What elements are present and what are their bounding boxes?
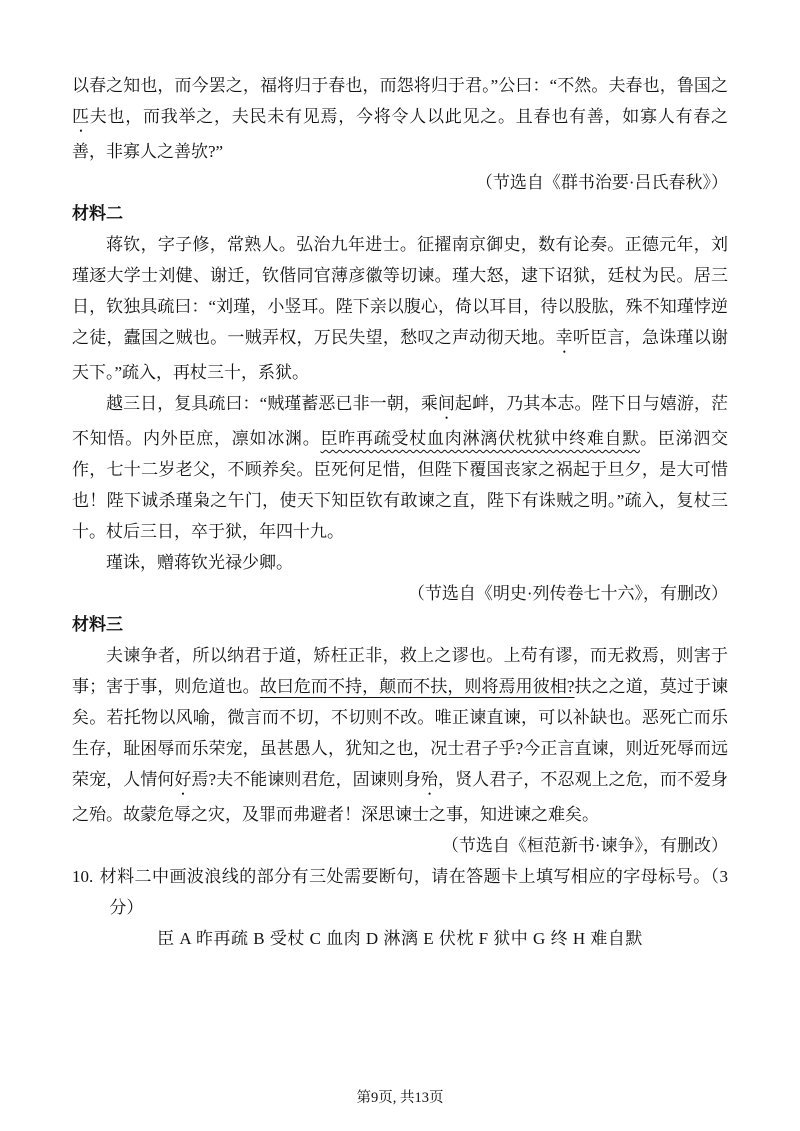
paragraph-material1-continuation [72, 70, 728, 167]
question-10 [72, 861, 728, 923]
emphasized-text: 间 [437, 394, 455, 413]
text-run: ，贤人君子，不忍观上之危，而不爱身之殆。故蒙危辱之灾，及罪而弗避者！深思谏士之事，知进谏之难矣。 [72, 770, 729, 824]
source-citation-1: （节选自《群书治要·吕氏春秋》） [475, 173, 728, 192]
emphasized-text: 幸 [555, 328, 573, 347]
paragraph-material2-1 [72, 229, 728, 388]
question-10-sentence: 臣 A 昨再疏 B 受杖 C 血肉 D 淋漓 E 伏枕 F 狱中 G 终 H 难自默 [157, 929, 643, 948]
text-run: 以春之知也，而今罢之，福将归于春也，而怨将归于君。”公曰：“不然。夫春也，鲁国之 [72, 76, 728, 95]
emphasized-text: 殆 [420, 770, 438, 789]
emphasized-text: 臣昨再疏受杖血肉淋漓伏枕狱中终难自默 [320, 429, 640, 448]
emphasized-text: 匹 [72, 107, 90, 126]
paragraph-material3 [72, 640, 728, 830]
paragraph-material2-2 [72, 388, 728, 547]
text-run: 夫也，而我举之，夫民未有见焉，今将令人以此见之。且春也有善，如寡人有春之善，非寡人之善欤?” [72, 107, 728, 161]
paragraph-material2-3 [72, 547, 728, 578]
question-10-number: 10. [72, 867, 94, 886]
emphasized-text: 好 [174, 770, 192, 789]
question-10-text: 材料二中画波浪线的部分有三处需要断句，请在答题卡上填写相应的字母标号。（3分） [99, 867, 728, 917]
text-run: 焉?夫不能谏则君危，固谏则身 [191, 770, 421, 789]
material-2-heading: 材料二 [72, 204, 123, 223]
text-run: 瑾诛，赠蒋钦光禄少卿。 [106, 553, 293, 572]
text-run: 听臣言，急诛瑾以谢天下。”疏入，再杖三十，系狱。 [72, 328, 729, 382]
text-run: 越三日，复具疏曰：“贼瑾蓄恶已非一朝，乘 [106, 394, 438, 413]
material-3-heading: 材料三 [72, 615, 123, 634]
text-run: 起衅，乃其本志。陛下日与嬉游，茫不知悟。内外臣庶，凛如冰渊。 [72, 394, 729, 448]
document-body [72, 70, 728, 954]
text-run: 扶之之道，莫过于谏矣。若托物以风喻，微言而不切，不切则不改。唯正谏直谏，可以补缺也。恶死亡而乐生存，耻困辱而乐荣宠，虽甚愚人，犹知之也，况士君子乎?今正言直谏，则近死辱而远荣宠，人情何 [72, 677, 729, 789]
source-citation-3: （节选自《桓范新书·谏争》，有删改） [441, 836, 728, 855]
source-citation-2: （节选自《明史·列传卷七十六》，有删改） [407, 584, 728, 603]
emphasized-text: 故曰危而不持，颠而不扶，则将焉用彼相? [259, 677, 575, 696]
text-run: 蒋钦，字子修，常熟人。弘治九年进士。征擢南京御史，数有论奏。正德元年，刘瑾逐大学士刘健、谢迁，钦偕同官薄彦徽等切谏。瑾大怒，逮下诏狱，廷杖为民。居三日，钦独具疏曰：“刘瑾，小竖耳。陛下亲以腹心，倚以耳目，待以股肱，殊不知瑾悖逆之徒，蠹国之贼也。一贼弄权，万民失望，愁叹之声动彻天地。 [72, 235, 728, 347]
text-run: 夫谏争者，所以纳君于道，矫枉正非，救上之谬也。上苟有谬，而无救焉，则害于事；害于事，则危道也。 [72, 646, 728, 696]
text-run: 。臣涕泗交作，七十二岁老父，不顾养矣。臣死何足惜，但陛下覆国丧家之祸起于旦夕，是大可惜也！陛下诚杀瑾枭之午门，使天下知臣钦有敢谏之直，陛下有诛贼之明。”疏入，复杖三十。杖后三日，卒于狱，年四十九。 [72, 429, 728, 541]
page-footer: 第9页, 共13页 [356, 1090, 444, 1106]
